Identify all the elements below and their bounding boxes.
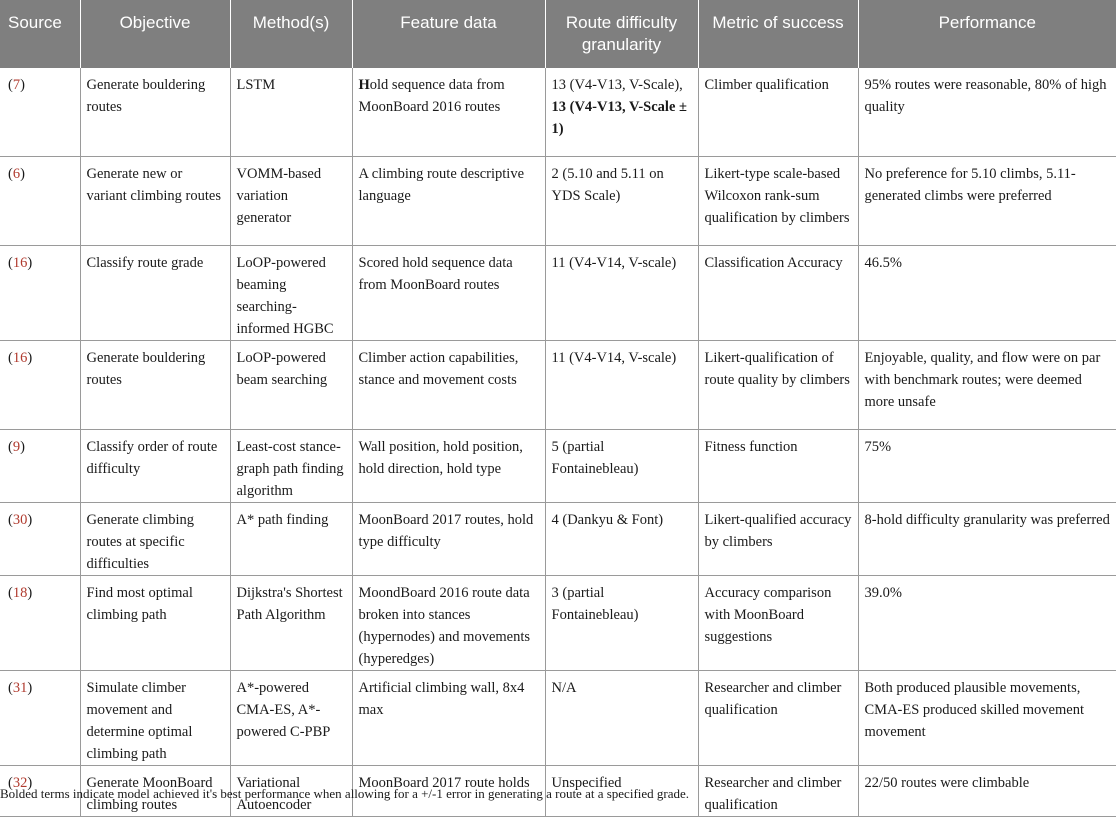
- table-header: [0, 0, 1116, 68]
- citation-link[interactable]: 9: [12, 438, 21, 455]
- cell-performance: [858, 429, 1116, 502]
- header-objective: Objective: [80, 0, 230, 68]
- objective-text: Generate MoonBoard climbing routes: [86, 774, 213, 813]
- citation-link[interactable]: 16: [12, 349, 28, 366]
- cell-feature-data: [352, 340, 545, 429]
- table-row: [0, 670, 1116, 765]
- cell-objective: [80, 245, 230, 340]
- table-footnote: Bolded terms indicate model achieved it's best performance when allowing for a +/-1 error in generating a route at a specified grade.: [0, 786, 690, 801]
- feature-text: Scored hold sequence data from MoonBoard routes: [358, 254, 513, 293]
- feature-text: MoondBoard 2016 route data broken into stances (hypernodes) and movements (hyperedges): [358, 584, 531, 667]
- cell-feature-data: [352, 575, 545, 670]
- granularity-text: 2 (5.10 and 5.11 on YDS Scale): [551, 165, 664, 204]
- citation-link[interactable]: 16: [12, 254, 28, 271]
- granularity-text: Unspecified: [551, 774, 622, 791]
- metric-text: Likert-type scale-based Wilcoxon rank-sum qualification by climbers: [704, 165, 850, 226]
- cell-metric: [698, 156, 858, 245]
- cell-source: (16): [0, 340, 80, 429]
- cell-objective: [80, 502, 230, 575]
- table-row: [0, 429, 1116, 502]
- feature-bold-text: H: [358, 77, 370, 93]
- cell-granularity: [545, 245, 698, 340]
- header-methods: Method(s): [230, 0, 352, 68]
- cell-source: (31): [0, 670, 80, 765]
- cell-methods: [230, 575, 352, 670]
- performance-text: 95% routes were reasonable, 80% of high quality: [864, 77, 1107, 115]
- table-row: [0, 502, 1116, 575]
- cell-feature-data: [352, 68, 545, 156]
- granularity-text: 3 (partial Fontainebleau): [551, 584, 639, 623]
- cell-source: (18): [0, 575, 80, 670]
- metric-text: Likert-qualified accuracy by climbers: [704, 511, 852, 550]
- cell-methods: [230, 502, 352, 575]
- cell-feature-data: [352, 670, 545, 765]
- cell-feature-data: [352, 502, 545, 575]
- feature-text: Climber action capabilities, stance and movement costs: [358, 349, 519, 388]
- metric-text: Fitness function: [704, 438, 798, 455]
- table-row: [0, 340, 1116, 429]
- cell-source: (7): [0, 68, 80, 156]
- cell-metric: [698, 502, 858, 575]
- feature-text: Wall position, hold position, hold direction, hold type: [358, 438, 523, 477]
- metric-text: Researcher and climber qualification: [704, 679, 842, 718]
- performance-text: 75%: [864, 438, 892, 455]
- cell-granularity: [545, 670, 698, 765]
- granularity-text: 13 (V4-V13, V-Scale),: [551, 77, 683, 93]
- table-row: [0, 68, 1116, 156]
- performance-text: 22/50 routes were climbable: [864, 774, 1030, 791]
- feature-text: Artificial climbing wall, 8x4 max: [358, 679, 525, 718]
- methods-text: A* path finding: [236, 511, 329, 528]
- methods-text: LSTM: [236, 77, 276, 93]
- cell-metric: [698, 340, 858, 429]
- cell-methods: [230, 429, 352, 502]
- objective-text: Generate climbing routes at specific difficulties: [86, 511, 194, 572]
- cell-objective: [80, 575, 230, 670]
- granularity-text: N/A: [551, 679, 577, 696]
- methods-text: Variational Autoencoder: [236, 774, 312, 813]
- feature-text: old sequence data from MoonBoard 2016 routes: [358, 77, 505, 115]
- objective-text: Generate bouldering routes: [86, 349, 206, 388]
- cell-methods: [230, 68, 352, 156]
- feature-text: MoonBoard 2017 route holds: [358, 774, 530, 791]
- cell-objective: [80, 429, 230, 502]
- table-row: [0, 156, 1116, 245]
- cell-performance: [858, 670, 1116, 765]
- cell-granularity: [545, 575, 698, 670]
- cell-source: (30): [0, 502, 80, 575]
- cell-performance: [858, 245, 1116, 340]
- cell-performance: [858, 765, 1116, 816]
- cell-source: (32): [0, 765, 80, 816]
- metric-text: Researcher and climber qualification: [704, 774, 842, 813]
- performance-text: Enjoyable, quality, and flow were on par with benchmark routes; were deemed more unsafe: [864, 349, 1101, 410]
- cell-granularity: [545, 156, 698, 245]
- cell-metric: [698, 670, 858, 765]
- cell-methods: [230, 156, 352, 245]
- cell-performance: [858, 68, 1116, 156]
- cell-performance: [858, 156, 1116, 245]
- granularity-text: 11 (V4-V14, V-scale): [551, 254, 677, 271]
- cell-performance: [858, 575, 1116, 670]
- header-source: Source: [0, 0, 80, 68]
- table-row: [0, 575, 1116, 670]
- methods-text: VOMM-based variation generator: [236, 165, 322, 226]
- citation-link[interactable]: 32: [12, 774, 28, 791]
- objective-text: Generate new or variant climbing routes: [86, 165, 221, 204]
- objective-text: Find most optimal climbing path: [86, 584, 193, 623]
- citation-link[interactable]: 30: [12, 511, 28, 528]
- cell-feature-data: [352, 429, 545, 502]
- cell-methods: [230, 670, 352, 765]
- citation-link[interactable]: 6: [12, 165, 21, 182]
- cell-source: (9): [0, 429, 80, 502]
- cell-granularity: [545, 429, 698, 502]
- cell-source: (16): [0, 245, 80, 340]
- metric-text: Accuracy comparison with MoonBoard suggestions: [704, 584, 832, 645]
- feature-text: MoonBoard 2017 routes, hold type difficulty: [358, 511, 534, 550]
- metric-text: Classification Accuracy: [704, 254, 843, 271]
- table-body: [0, 68, 1116, 816]
- header-route-difficulty-granularity: Route difficulty granularity: [545, 0, 698, 68]
- granularity-text: 11 (V4-V14, V-scale): [551, 349, 677, 366]
- granularity-bold-text: 13 (V4-V13, V-Scale ± 1): [551, 99, 687, 137]
- header-performance: Performance: [858, 0, 1116, 68]
- cell-metric: [698, 68, 858, 156]
- methods-text: LoOP-powered beaming searching-informed HGBC: [236, 254, 334, 337]
- citation-link[interactable]: 18: [12, 584, 28, 601]
- cell-metric: [698, 575, 858, 670]
- performance-text: No preference for 5.10 climbs, 5.11-generated climbs were preferred: [864, 165, 1076, 204]
- metric-text: Climber qualification: [704, 77, 829, 93]
- cell-performance: [858, 502, 1116, 575]
- methods-text: Least-cost stance-graph path finding algorithm: [236, 438, 344, 499]
- citation-link[interactable]: 7: [12, 77, 21, 93]
- objective-text: Classify route grade: [86, 254, 204, 271]
- methods-text: A*-powered CMA-ES, A*-powered C-PBP: [236, 679, 331, 740]
- performance-text: Both produced plausible movements, CMA-ES produced skilled movement movement: [864, 679, 1084, 740]
- cell-objective: [80, 670, 230, 765]
- metric-text: Likert-qualification of route quality by climbers: [704, 349, 850, 388]
- performance-text: 39.0%: [864, 584, 902, 601]
- cell-granularity: [545, 68, 698, 156]
- cell-objective: [80, 340, 230, 429]
- objective-text: Simulate climber movement and determine optimal climbing path: [86, 679, 193, 762]
- cell-methods: [230, 340, 352, 429]
- table-row: [0, 245, 1116, 340]
- cell-source: (6): [0, 156, 80, 245]
- performance-text: 46.5%: [864, 254, 902, 271]
- cell-objective: [80, 156, 230, 245]
- citation-link[interactable]: 31: [12, 679, 28, 696]
- cell-feature-data: [352, 156, 545, 245]
- performance-text: 8-hold difficulty granularity was preferred: [864, 511, 1110, 528]
- cell-metric: [698, 245, 858, 340]
- cell-metric: [698, 765, 858, 816]
- cell-granularity: [545, 502, 698, 575]
- granularity-text: 4 (Dankyu & Font): [551, 511, 664, 528]
- cell-metric: [698, 429, 858, 502]
- objective-text: Generate bouldering routes: [86, 77, 206, 115]
- header-metric-of-success: Metric of success: [698, 0, 858, 68]
- header-feature-data: Feature data: [352, 0, 545, 68]
- methods-text: LoOP-powered beam searching: [236, 349, 328, 388]
- cell-methods: [230, 245, 352, 340]
- methods-text: Dijkstra's Shortest Path Algorithm: [236, 584, 343, 623]
- objective-text: Classify order of route difficulty: [86, 438, 218, 477]
- cell-objective: [80, 68, 230, 156]
- cell-feature-data: [352, 245, 545, 340]
- cell-granularity: [545, 340, 698, 429]
- granularity-text: 5 (partial Fontainebleau): [551, 438, 639, 477]
- feature-text: A climbing route descriptive language: [358, 165, 525, 204]
- cell-performance: [858, 340, 1116, 429]
